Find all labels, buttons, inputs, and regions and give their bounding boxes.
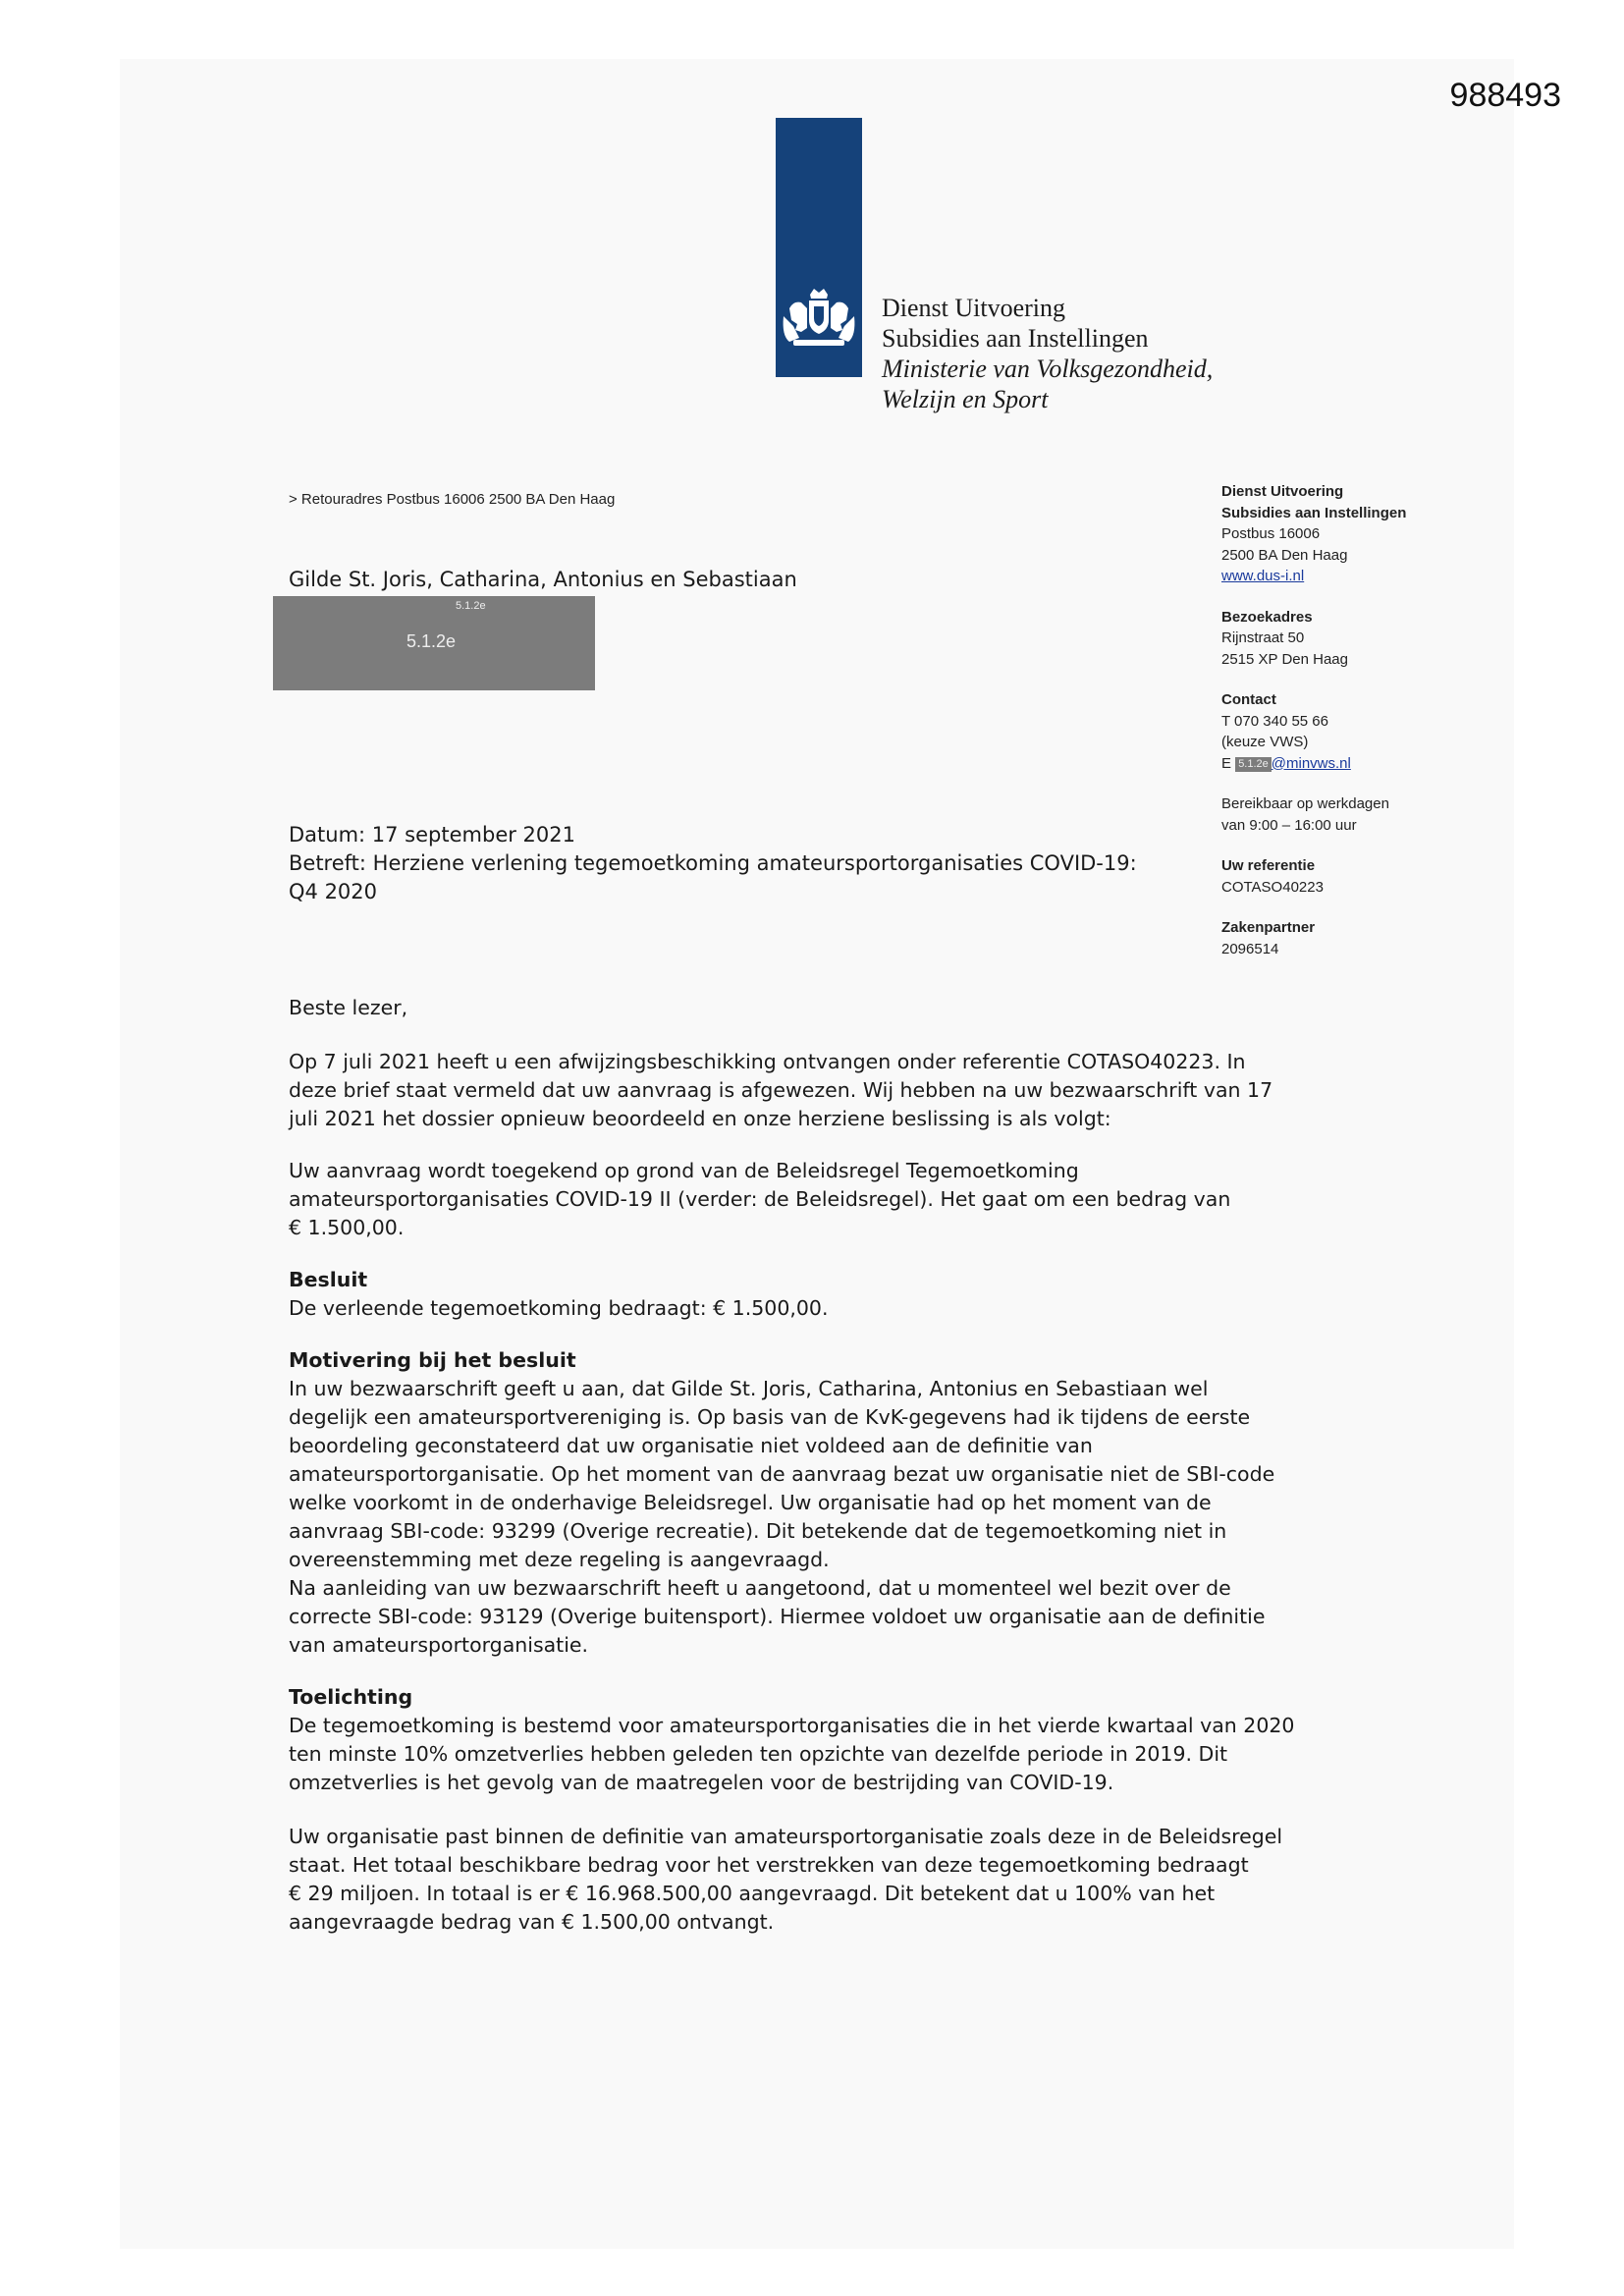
contact-phone: T 070 340 55 66 [1221, 712, 1328, 730]
paragraph-line: overeenstemming met deze regeling is aangevraagd. [289, 1548, 830, 1571]
redaction-code-large: 5.1.2e [406, 631, 457, 651]
paragraph-line: correcte SBI-code: 93129 (Overige buitensport). Hiermee voldoet uw organisatie aan de definitie [289, 1605, 1266, 1628]
visit-address-block [1221, 607, 1506, 671]
hours-line-2: van 9:00 – 16:00 uur [1221, 816, 1357, 834]
hours-line-1: Bereikbaar op werkdagen [1221, 795, 1389, 812]
paragraph-line: In uw bezwaarschrift geeft u aan, dat Gilde St. Joris, Catharina, Antonius en Sebastiaan wel [289, 1377, 1209, 1400]
paragraph-line: ten minste 10% omzetverlies hebben geleden ten opzichte van dezelfde periode in 2019. Dit [289, 1742, 1228, 1766]
toelichting-heading: Toelichting [289, 1685, 413, 1709]
paragraph-line: omzetverlies is het gevolg van de maatregelen voor de bestrijding van COVID-19. [289, 1771, 1114, 1794]
org-name-line-2: Subsidies aan Instellingen [882, 324, 1149, 353]
reference-value: COTASO40223 [1221, 878, 1324, 896]
reference-block [1221, 855, 1506, 898]
sender-address-block [1221, 481, 1506, 587]
sender-org-line-2: Subsidies aan Instellingen [1221, 504, 1407, 521]
ministry-line-2: Welzijn en Sport [882, 385, 1049, 413]
paragraph-line: welke voorkomt in de onderhavige Beleidsregel. Uw organisatie had op het moment van de [289, 1491, 1212, 1514]
visit-street: Rijnstraat 50 [1221, 629, 1305, 646]
recipient-name: Gilde St. Joris, Catharina, Antonius en Sebastiaan [289, 568, 797, 591]
paragraph-line: aangevraagde bedrag van € 1.500,00 ontvangt. [289, 1910, 775, 1934]
motivering-heading: Motivering bij het besluit [289, 1348, 576, 1372]
letter-body [289, 994, 1359, 1937]
partner-block [1221, 917, 1506, 959]
email-redaction: 5.1.2e [1235, 757, 1272, 772]
ministry-line-1: Ministerie van Volksgezondheid, [882, 355, 1214, 383]
contact-heading: Contact [1221, 691, 1276, 708]
organization-name [882, 293, 1213, 414]
paragraph-line: Op 7 juli 2021 heeft u een afwijzingsbeschikking ontvangen onder referentie COTASO40223. In [289, 1050, 1246, 1073]
paragraph-line: € 29 miljoen. In totaal is er € 16.968.500,00 aangevraagd. Dit betekent dat u 100% van het [289, 1882, 1216, 1905]
sender-org-line-1: Dienst Uitvoering [1221, 483, 1344, 500]
closing-paragraph [289, 1823, 1359, 1937]
paragraph-line: Na aanleiding van uw bezwaarschrift heeft u aangetoond, dat u momenteel wel bezit over de [289, 1576, 1231, 1600]
toelichting-paragraph [289, 1712, 1359, 1797]
visit-postcode: 2515 XP Den Haag [1221, 650, 1348, 668]
paragraph-line: amateursportorganisaties COVID-19 II (verder: de Beleidsregel). Het gaat om een bedrag van [289, 1187, 1231, 1211]
government-logo-bar [776, 118, 862, 377]
paragraph-line: degelijk een amateursportvereniging is. Op basis van de KvK-gegevens had ik tijdens de eerste [289, 1405, 1251, 1429]
salutation: Beste lezer, [289, 996, 408, 1019]
reference-heading: Uw referentie [1221, 857, 1316, 874]
recipient-address-redaction [273, 596, 595, 690]
subject-line-2: Q4 2020 [289, 880, 378, 903]
return-address: > Retouradres Postbus 16006 2500 BA Den Haag [289, 491, 616, 508]
subject-line-1: Betreft: Herziene verlening tegemoetkoming amateursportorganisaties COVID-19: [289, 851, 1137, 875]
contact-email [1221, 753, 1506, 775]
paragraph-line: beoordeling geconstateerd dat uw organisatie niet voldeed aan de definitie van [289, 1434, 1093, 1457]
paragraph-line: Uw organisatie past binnen de definitie van amateursportorganisatie zoals deze in de Beleidsregel [289, 1825, 1283, 1848]
partner-value: 2096514 [1221, 940, 1279, 957]
intro-paragraph [289, 1048, 1359, 1133]
org-name-line-1: Dienst Uitvoering [882, 294, 1066, 322]
date-line: Datum: 17 september 2021 [289, 823, 575, 847]
sender-postbus: Postbus 16006 [1221, 525, 1321, 542]
visit-address-heading: Bezoekadres [1221, 608, 1313, 626]
document-number: 988493 [1449, 77, 1561, 114]
partner-heading: Zakenpartner [1221, 919, 1316, 936]
contact-phone-note: (keuze VWS) [1221, 734, 1309, 750]
hours-block [1221, 793, 1506, 836]
contact-block [1221, 689, 1506, 774]
paragraph-line: staat. Het totaal beschikbare bedrag voor het verstrekken van deze tegemoetkoming bedraagt [289, 1853, 1249, 1877]
sender-info-sidebar [1221, 481, 1506, 979]
besluit-text: De verleende tegemoetkoming bedraagt: € 1.500,00. [289, 1296, 829, 1320]
paragraph-line: De tegemoetkoming is bestemd voor amateursportorganisaties die in het vierde kwartaal van 2020 [289, 1714, 1295, 1737]
paragraph-line: deze brief staat vermeld dat uw aanvraag is afgewezen. Wij hebben na uw bezwaarschrift van 17 [289, 1078, 1273, 1102]
besluit-heading: Besluit [289, 1268, 368, 1291]
paragraph-line: € 1.500,00. [289, 1216, 405, 1239]
grant-paragraph [289, 1157, 1359, 1242]
royal-coat-of-arms-icon [780, 287, 858, 352]
paragraph-line: Uw aanvraag wordt toegekend op grond van de Beleidsregel Tegemoetkoming [289, 1159, 1079, 1182]
email-prefix: E [1221, 754, 1232, 772]
website-link[interactable]: www.dus-i.nl [1221, 568, 1305, 584]
paragraph-line: van amateursportorganisatie. [289, 1633, 589, 1657]
motivering-paragraph [289, 1375, 1359, 1660]
letter-meta [289, 821, 1212, 906]
paragraph-line: juli 2021 het dossier opnieuw beoordeeld en onze herziene beslissing is als volgt: [289, 1107, 1111, 1130]
paragraph-line: amateursportorganisatie. Op het moment van de aanvraag bezat uw organisatie niet de SBI-code [289, 1462, 1275, 1486]
email-domain-link[interactable]: @minvws.nl [1271, 754, 1351, 772]
redaction-code-small: 5.1.2e [456, 600, 486, 612]
sender-postcode: 2500 BA Den Haag [1221, 546, 1348, 564]
paragraph-line: aanvraag SBI-code: 93299 (Overige recreatie). Dit betekende dat de tegemoetkoming niet in [289, 1519, 1227, 1543]
